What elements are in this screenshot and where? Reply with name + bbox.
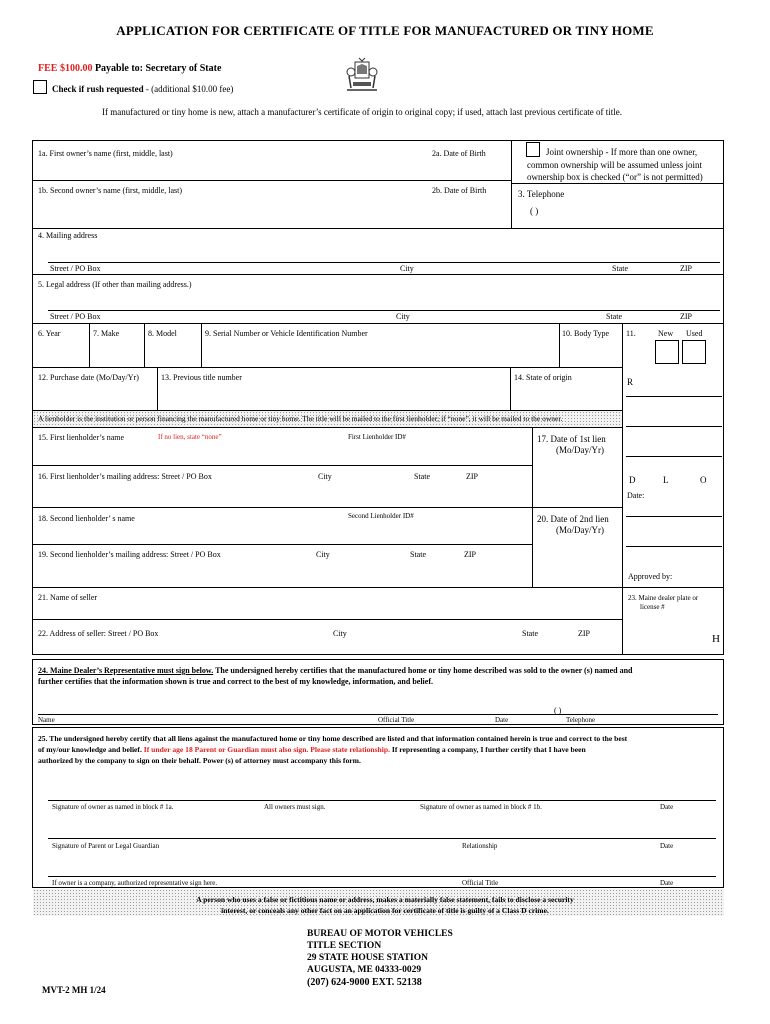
- mailing-state: State: [612, 264, 628, 273]
- seller-name-label: 21. Name of seller: [38, 593, 98, 602]
- office-date: Date:: [627, 491, 645, 500]
- first-lien-name-label: 15. First lienholder’s name: [38, 433, 125, 442]
- dealer-cert-heading: 24. Maine Dealer’s Representative must sign below.: [38, 666, 214, 675]
- form-title: APPLICATION FOR CERTIFICATE OF TITLE FOR MANUFACTURED OR TINY HOME: [116, 23, 654, 38]
- owner-cert-text3: authorized by the company to sign on their behalf. Power (s) of attorney must accompany this form.: [38, 756, 361, 765]
- second-lien-id-label: Second Lienholder ID#: [348, 512, 414, 520]
- first-lien-mailing-label: 16. First lienholder’s mailing address: Street / PO Box: [38, 472, 212, 481]
- owner-cert-text2c: If representing a company, I further certify that I have been: [390, 745, 586, 754]
- dealer-date: Date: [495, 716, 509, 724]
- dealer-cert-text1: The undersigned hereby certifies that the manufactured home or tiny home described was sold to the owner (s) named and: [213, 666, 633, 675]
- owner-cert-line2: [38, 746, 586, 754]
- second-lien-zip: ZIP: [464, 550, 476, 559]
- no-lien-note: If no lien, state “none”: [158, 433, 222, 441]
- state-seal-icon: [345, 56, 379, 92]
- seller-zip: ZIP: [578, 629, 590, 638]
- previous-title-label: 13. Previous title number: [161, 373, 242, 382]
- rush-text: [52, 85, 233, 94]
- parent-sig-date: Date: [660, 842, 674, 850]
- owner-sig-date: Date: [660, 803, 674, 811]
- new-used-number: 11.: [626, 329, 636, 338]
- owner-sig2-label: Signature of owner as named in block # 1b.: [420, 803, 542, 811]
- legal-address-input[interactable]: [48, 292, 720, 309]
- body-type-label: 10. Body Type: [562, 329, 610, 338]
- legal-state: State: [606, 312, 622, 321]
- second-lien-date-format: (Mo/Day/Yr): [556, 525, 604, 535]
- warning-line1: A person who uses a false or fictitious name or address, makes a materially false statement, fails to disclose a security: [196, 895, 574, 904]
- dealer-official-title: Official Title: [378, 716, 415, 724]
- used-label: Used: [686, 329, 703, 338]
- all-owners-label: All owners must sign.: [264, 803, 326, 811]
- warning-line2: interest, or conceals any other fact on an application for certificate of title is guilty of a Class D crime.: [221, 906, 549, 915]
- owner2-label: 1b. Second owner’s name (first, middle, last): [38, 186, 183, 195]
- legal-city: City: [396, 312, 410, 321]
- fee-payable: Payable to: Secretary of State: [94, 63, 222, 74]
- rush-fee: - (additional $10.00 fee): [145, 84, 234, 94]
- fee-line: [38, 64, 221, 74]
- footer-bureau: BUREAU OF MOTOR VEHICLES: [307, 929, 453, 939]
- second-lien-mailing-label: 19. Second lienholder’s mailing address: Street / PO Box: [38, 550, 221, 559]
- joint-line1: Joint ownership - If more than one owner,: [546, 147, 698, 157]
- approved-by: Approved by:: [628, 572, 673, 581]
- state-origin-label: 14. State of origin: [514, 373, 572, 382]
- office-d: D: [629, 475, 636, 485]
- joint-line2: common ownership will be assumed unless joint: [527, 160, 702, 170]
- dealer-plate-2: license #: [640, 603, 665, 611]
- owner-cert-text2b: If under age 18 Parent or Guardian must also sign. Please state relationship.: [143, 745, 391, 754]
- first-lien-date-format: (Mo/Day/Yr): [556, 445, 604, 455]
- dealer-signature-line[interactable]: [38, 694, 718, 713]
- model-label: 8. Model: [148, 329, 177, 338]
- office-l: L: [663, 475, 669, 485]
- dealer-telephone: Telephone: [566, 716, 596, 724]
- owner-sig1-label: Signature of owner as named in block # 1a.: [52, 803, 174, 811]
- footer-section: TITLE SECTION: [307, 941, 382, 951]
- owner-cert-text1: 25. The undersigned hereby certify that all liens against the manufactured home or tiny home described are listed and that information contained herein is true and correct to the best: [38, 734, 628, 743]
- mailing-address-input[interactable]: [48, 243, 720, 261]
- office-r: R: [627, 377, 634, 387]
- second-lien-date-label: 20. Date of 2nd lien: [537, 514, 609, 524]
- dealer-name: Name: [38, 716, 55, 724]
- dealer-phone-parens: ( ): [554, 706, 562, 715]
- seller-state: State: [522, 629, 538, 638]
- company-official-title: Official Title: [462, 879, 499, 887]
- dealer-cert-line1: [38, 667, 633, 675]
- footer-station: 29 STATE HOUSE STATION: [307, 953, 428, 963]
- rush-label: Check if rush requested: [52, 84, 144, 94]
- make-label: 7. Make: [93, 329, 120, 338]
- dob1-label: 2a. Date of Birth: [432, 149, 486, 158]
- lien-notice: A lienholder is the institution or person financing the manufactured home or tiny home. The title will be mailed to the first lienholder; if “none”, it will be mailed to the owner.: [38, 414, 563, 423]
- instruction-text: If manufactured or tiny home is new, attach a manufacturer’s certificate of origin to original copy; if used, attach last previous certificate of title.: [102, 107, 623, 117]
- mailing-zip: ZIP: [680, 264, 692, 273]
- office-o: O: [700, 475, 707, 485]
- company-sig-date: Date: [660, 879, 674, 887]
- office-h: H: [712, 633, 720, 645]
- seller-city: City: [333, 629, 347, 638]
- first-lien-zip: ZIP: [466, 472, 478, 481]
- form-id: MVT-2 MH 1/24: [42, 985, 106, 995]
- used-checkbox[interactable]: [682, 340, 706, 364]
- second-lien-city: City: [316, 550, 330, 559]
- company-signature-line[interactable]: [48, 858, 716, 875]
- relationship-label: Relationship: [462, 842, 498, 850]
- parent-sig-label: Signature of Parent or Legal Guardian: [52, 842, 160, 850]
- legal-street: Street / PO Box: [50, 312, 101, 321]
- dealer-plate-1: 23. Maine dealer plate or: [628, 594, 699, 602]
- owner-cert-text2a: of my/our knowledge and belief.: [38, 745, 144, 754]
- second-lien-state: State: [410, 550, 426, 559]
- seller-address-label: 22. Address of seller: Street / PO Box: [38, 629, 159, 638]
- purchase-date-label: 12. Purchase date (Mo/Day/Yr): [38, 373, 139, 382]
- phone-parens[interactable]: ( ): [530, 206, 539, 216]
- owner1-input[interactable]: [34, 160, 508, 178]
- owner2-input[interactable]: [34, 197, 508, 225]
- first-lien-id-label: First Lienholder ID#: [348, 433, 406, 441]
- footer-city: AUGUSTA, ME 04333-0029: [307, 965, 422, 975]
- dealer-plate-input[interactable]: [626, 612, 720, 632]
- rush-checkbox[interactable]: [33, 80, 47, 94]
- dealer-cert-text2: further certifies that the information shown is true and correct to the best of my knowledge, information, and belief.: [38, 677, 433, 686]
- owner-signature-line[interactable]: [48, 782, 716, 799]
- first-lien-city: City: [318, 472, 332, 481]
- first-lien-state: State: [414, 472, 430, 481]
- serial-label: 9. Serial Number or Vehicle Identification Number: [205, 329, 368, 338]
- phone-label: 3. Telephone: [518, 189, 565, 199]
- legal-zip: ZIP: [680, 312, 692, 321]
- joint-line3: ownership box is checked (“or” is not permitted): [527, 172, 703, 182]
- legal-label: 5. Legal address (If other than mailing address.): [38, 280, 192, 289]
- footer-phone: (207) 624-9000 EXT. 52138: [307, 977, 422, 988]
- owner1-label: 1a. First owner’s name (first, middle, last): [38, 149, 173, 158]
- company-sig-label: If owner is a company, authorized representative sign here.: [52, 879, 218, 887]
- year-label: 6. Year: [38, 329, 61, 338]
- first-lien-date-label: 17. Date of 1st lien: [537, 434, 606, 444]
- second-lien-name-label: 18. Second lienholder’ s name: [38, 514, 135, 523]
- joint-ownership-checkbox[interactable]: [526, 142, 540, 157]
- new-checkbox[interactable]: [655, 340, 679, 364]
- mailing-label: 4. Mailing address: [38, 231, 98, 240]
- mailing-city: City: [400, 264, 414, 273]
- parent-signature-line[interactable]: [48, 820, 716, 837]
- fee-amount: FEE $100.00: [38, 63, 93, 74]
- new-label: New: [658, 329, 674, 338]
- dob2-label: 2b. Date of Birth: [432, 186, 487, 195]
- mailing-street: Street / PO Box: [50, 264, 101, 273]
